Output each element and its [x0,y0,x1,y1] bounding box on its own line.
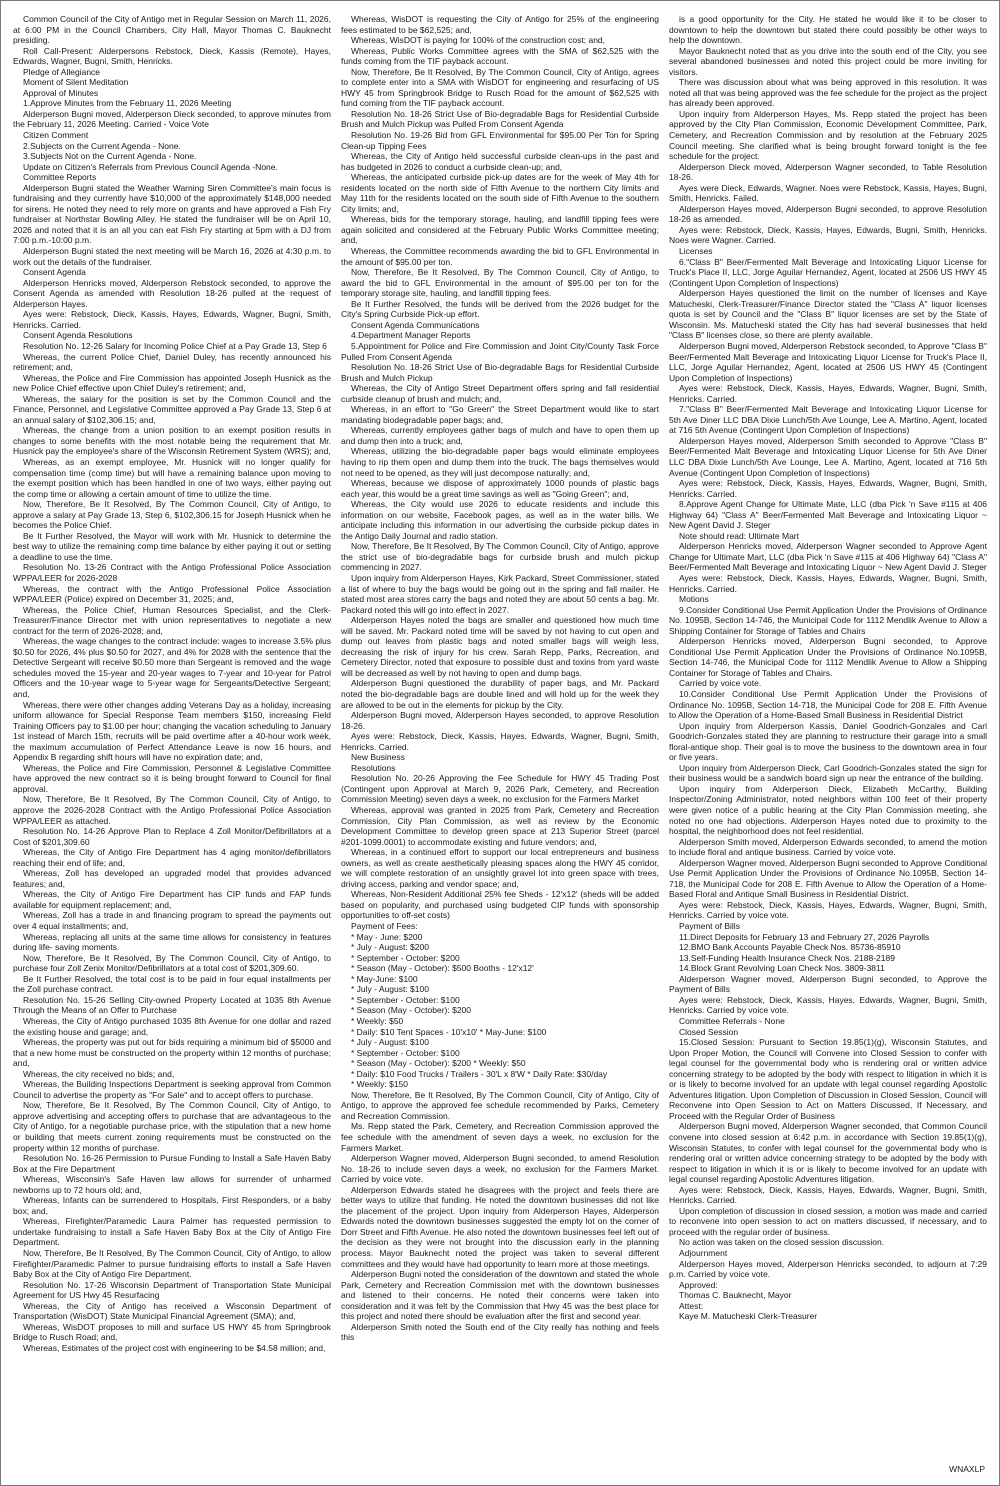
notice-paragraph: New Business [351,752,405,763]
notice-paragraph: Resolution No. 16-26 Permission to Pursue Funding to Install a Safe Haven Baby Box at the Fire Department [13,1153,331,1174]
notice-columns [13,14,987,1466]
notice-paragraph: * Season (May - October): $200 * Weekly: $50 [351,1058,526,1069]
notice-paragraph: Now, Therefore, Be It Resolved, By The Common Council, City of Antigo, to approve advertising and accepting offers to purchase that are advantageous to the City of Antigo, for a negotiable purchase price, with the stipulation that a new home or building that meets current zoning requirements must be constructed on the property within 12 months of purchase. [13,1100,331,1153]
notice-paragraph: Whereas, Wisconsin's Safe Haven law allows for surrender of unharmed newborns up to 72 hours old; and, [13,1174,331,1195]
notice-paragraph: Whereas, Zoll has developed an upgraded model that provides advanced features; and, [13,868,331,889]
notice-paragraph: Whereas, the current Police Chief, Daniel Duley, has recently announced his retirement; and, [13,351,331,373]
notice-paragraph: Whereas, replacing all units at the same time allows for consistency in features during life- saving moments. [13,931,331,953]
notice-paragraph: Alderperson Henricks moved, Alderperson Wagner seconded to Approve Agent Change for Ultimate Mart, LLC (dba Pick 'n Save #115 at 406 Highway 64) "Class A" Beer/Fermented Malt Beverage and Intoxicating Liquor ~ New Agent David J. Steger [669,541,987,573]
notice-paragraph: Be It Further Resolved, the total cost is to be paid in four equal installments per the Zoll purchase contract. [13,973,331,995]
notice-paragraph: Ayes were: Rebstock, Dieck, Kassis, Hayes, Edwards, Wagner, Bugni, Smith, Henricks. Carried. [669,478,987,499]
notice-paragraph: Resolution No. 12-26 Salary for Incoming Police Chief at a Pay Grade 13, Step 6 [23,340,327,351]
notice-paragraph: 5.Appointment for Police and Fire Commission and Joint City/County Task Force Pulled From Consent Agenda [341,340,659,362]
notice-paragraph: 13.Self-Funding Health Insurance Check Nos. 2188-2189 [679,952,895,963]
notice-paragraph: Whereas, the City would use 2026 to educate residents and include this information on our website, Facebook pages, as well as in the water bills. We anticipate including this information in our advertising the curbside pickup dates in the Antigo Daily Journal and radio station. [341,499,659,541]
notice-paragraph: Now, Therefore, Be It Resolved, By The Common Council, City of Antigo, approve the strict use of bio-degradable bags for curbside brush and mulch pickup commencing in 2027. [341,541,659,573]
notice-paragraph: Resolutions [351,762,396,773]
notice-paragraph: * September - October: $200 [351,952,460,963]
notice-paragraph: * July - August: $100 [351,984,429,995]
notice-paragraph: Alderperson Bugni noted the consideration of the downtown and stated the whole Park, Cemetery and Recreation Commission met with the downtown businesses and listened to their concerns. He noted their concerns were taken into consideration and it was felt by the Commission that Hwy 45 was the best place for this project and noted there should be evaluation after the first and second year. [341,1269,659,1322]
notice-paragraph: * Season (May - October): $500 Booths - 12'x12' [351,963,534,974]
notice-paragraph: Alderperson Smith moved, Alderperson Edwards seconded, to amend the motion to include floral and antique business. Carried by voice vote. [669,836,987,858]
notice-paragraph: Approval of Minutes [23,87,99,98]
notice-paragraph: Upon inquiry from Alderperson Hayes, Kirk Packard, Street Commissioner, stated a list of where to buy the bags would be going out in the spring and fall mailer. He stated most area stores carry the bags and noted they are about 50 cents a bag. Mr. Packard noted this will go into effect in 2027. [341,572,659,615]
notice-paragraph: Whereas, the Police Chief, Human Resources Specialist, and the Clerk-Treasurer/Finance Director met with union representatives to negotiate a new contract for the term of 2026-2028; and, [13,604,331,636]
notice-paragraph: Alderperson Smith noted the South end of the City really has nothing and feels this [341,1321,659,1343]
notice-paragraph: Whereas, bids for the temporary storage, hauling, and landfill tipping fees were again solicited and considered at the February Public Works Committee meeting; and, [341,214,659,246]
notice-paragraph: 4.Department Manager Reports [351,330,471,341]
notice-paragraph: Whereas, the City of Antigo Fire Department has CIP funds and FAP funds available for equipment replacement; and, [13,889,331,910]
notice-paragraph: Ayes were: Rebstock, Dieck, Kassis, Hayes, Edwards, Wagner, Bugni, Smith, Henricks. Carried. [669,383,987,404]
notice-paragraph: Approved: [679,1279,718,1290]
notice-paragraph: 12.BMO Bank Accounts Payable Check Nos. 85736-85910 [679,942,901,953]
notice-paragraph: 15.Closed Session: Pursuant to Section 19.85(1)(g), Wisconsin Statutes, and Upon Proper Motion, the Council will Convene into Closed Session to confer with legal counsel for the governmental body who is rendering oral or written advice concerning strategy to be adopted by the body with respect to litigation in which it is or is likely to become involved for an update with legal counsel regarding Apostolic Adventures litigation. Upon Completion of Discussion in Closed Session, Council will Reconvene into Open Session to Act on Matters Discussed, If Necessary, and Proceed with the Regular Order of Business [669,1037,987,1121]
notice-paragraph: * Season (May - October): $200 [351,1005,472,1016]
notice-paragraph: is a good opportunity for the City. He stated he would like it to be closer to downtown to help the downtown but stated there could possibly be other ways to help the downtown. [669,14,987,46]
notice-paragraph: Whereas, currently employees gather bags of mulch and have to open them up and dump then into a truck; and, [341,425,659,446]
notice-paragraph: Whereas, the Police and Fire Commission has appointed Joseph Husnick as the new Police Chief effective upon Chief Duley's retirement; and, [13,372,331,394]
notice-paragraph: Whereas, the City of Antigo purchased 1035 8th Avenue for one dollar and razed the existing house and garage; and, [13,1015,331,1037]
notice-paragraph: Resolution No. 15-26 Selling City-owned Property Located at 1035 8th Avenue Through the Means of an Offer to Purchase [13,994,331,1016]
notice-paragraph: Roll Call-Present: Alderpersons Rebstock, Dieck, Kassis (Remote), Hayes, Edwards, Wagner, Bugni, Smith, Henricks. [13,45,331,67]
notice-paragraph: No action was taken on the closed session discussion. [679,1237,885,1248]
notice-paragraph: 8.Approve Agent Change for Ultimate Mate, LLC (dba Pick 'n Save #115 at 406 Highway 64) "Class A" Beer/Fermented Malt Beverage and Intoxicating Liquor ~ New Agent David J. Steger [669,499,987,531]
notice-paragraph: Upon inquiry from Alderperson Dieck, Elizabeth McCarthy, Building Inspector/Zoning Administrator, noted neighbors within 100 feet of their property were given notice of a public hearing at the City Plan Commission meeting, she noted no one had objections. Alderperson Hayes noted due to proximity to the hospital, the neighborhood does not feel residential. [669,783,987,837]
notice-paragraph: Upon completion of discussion in closed session, a motion was made and carried to reconvene into open session to act on matters discussed, if necessary, and to proceed with the regular order of business. [669,1205,987,1237]
notice-paragraph: Whereas, there were other changes adding Veterans Day as a holiday, increasing uniform allowance for Special Response Team members $150, increasing Field Training Officers pay to $1.00 per hour; changing the vacation scheduling to January 1st instead of March 15th, recruits will be paid overtime after a 40-hour work week, the maximum accumulation of Perfect Attendance Leave is now 16 hours, and Appendix B regarding shift hours will have no expiration date; and, [13,699,331,763]
notice-paragraph: Whereas, the Committee recommends awarding the bid to GFL Environmental in the amount of $95.00 per ton. [341,246,659,267]
notice-paragraph: Whereas, Firefighter/Paramedic Laura Palmer has requested permission to undertake fundraising to install a Safe Haven Baby Box at the City of Antigo Fire Department. [13,1216,331,1248]
notice-paragraph: 7."Class B" Beer/Fermented Malt Beverage and Intoxicating Liquor License for 5th Ave Diner LLC DBA Dixie Lunch/5th Ave Lounge, Lee A. Martino, Agent, located at 716 5th Avenue (Contingent Upon Completion of Inspections) [669,404,987,436]
notice-paragraph: Alderperson Bugni moved, Alderperson Dieck seconded, to approve minutes from the February 11, 2026 Meeting. Carried - Voice Vote [13,108,331,130]
notice-paragraph: Whereas, in an effort to "Go Green" the Street Department would like to start mandating biodegradable paper bags; and, [341,404,659,425]
notice-paragraph: Alderperson Wagner moved, Alderperson Bugni seconded to Approve Conditional Use Permit Application Under the Provisions of Ordinance No.1095B, Section 14-718, the Municipal Code for 208 E. Fifth Avenue to Allow the Operation of a Home-Based Floral and Antique Small Business in Residential District. [669,857,987,900]
notice-paragraph: * July - August: $100 [351,1037,429,1048]
notice-paragraph: Common Council of the City of Antigo met in Regular Session on March 11, 2026, at 6:00 PM in the Council Chambers, City Hall, Mayor Thomas C. Bauknecht presiding. [13,14,331,46]
notice-paragraph: Whereas, the Police and Fire Commission, Personnel & Legislative Committee have approved the new contract so it is being brought forward to Council for final approval. [13,762,331,794]
notice-paragraph: Payment of Fees: [351,921,418,932]
notice-paragraph: * Weekly: $150 [351,1079,409,1090]
notice-paragraph: Licenses [679,246,713,257]
notice-paragraph: * September - October: $100 [351,994,460,1005]
notice-paragraph: Now, Therefore, Be It Resolved, By The Common Council, City of Antigo, City of Antigo, to approve the approved fee schedule recommended by Parks, Cemetery and Recreation Commission. [341,1089,659,1121]
notice-paragraph: Committee Reports [23,172,97,183]
notice-paragraph: Whereas, utilizing the bio-degradable paper bags would eliminate employees having to rip them open and dump them into the truck. The bags themselves would not need to be opened, as they will just decompose naturally; and, [341,446,659,478]
column-right [669,14,987,1466]
notice-paragraph: Whereas, WisDOT proposes to mill and surface US HWY 45 from Springbrook Bridge to Rusch Road; and, [13,1321,331,1343]
notice-paragraph: Alderperson Hayes noted the bags are smaller and questioned how much time will be saved. Mr. Packard noted time will be saved by not having to cut open and dump out leaves from plastic bags and noted smaller bags will weigh less, decreasing the risk of injury for his crew. Sarah Repp, Parks, Recreation, and Cemetery Director, noted that exposure to possible dust and toxins from yard waste will be decreased as well by not having to open and dump bags. [341,615,659,678]
notice-paragraph: Whereas, the salary for the position is set by the Common Council and the Finance, Personnel, and Legislative Committee approved a Pay Grade 13, Step 6 at an annual salary of $102,306.15; and, [13,393,331,425]
notice-paragraph: * May - June: $200 [351,931,423,942]
notice-paragraph: 3.Subjects Not on the Current Agenda - None. [23,151,197,162]
notice-paragraph: Alderperson Edwards stated he disagrees with the project and feels there are better ways to utilize that funding. He noted the downtown businesses did not like the placement of the project. Upon inquiry from Alderperson Hayes, Alderperson Edwards noted the downtown businesses suggested the empty lot on the corner of Dorr Street and Fifth Avenue. He also noted the downtown businesses feel left out of the decision as they were not brought into the discussion early in the planning process. Mayor Bauknecht noted the project was taken to several different committees and they would have had opportunity to learn more at those meetings. [341,1184,659,1269]
notice-paragraph: Now, Therefore, Be It Resolved, By The Common Council, City of Antigo, to purchase four Zoll Zenix Monitor/Defibrillators at a total cost of $201,309.60. [13,952,331,974]
notice-paragraph: Ayes were: Rebstock, Dieck, Kassis, Hayes, Edwards, Wagner, Bugni, Smith, Henricks. Carried by voice vote. [669,994,987,1016]
notice-paragraph: Whereas, the change from a union position to an exempt position results in changes to some benefits with the most notable being the requirement that Mr. Husnick pay the employee's share of the Wisconsin Retirement System (WRS); and, [13,425,331,457]
notice-paragraph: Upon inquiry from Alderperson Dieck, Carl Goodrich-Gonzales stated the sign for their business would be a sandwich board sign up near the entrance of the building. [669,762,987,784]
notice-paragraph: * September - October: $100 [351,1047,460,1058]
notice-paragraph: Be It Further Resolved, the funds will be derived from the 2026 budget for the City's Spring Curbside Pick-up effort. [341,298,659,320]
notice-paragraph: Resolution No. 13-26 Contract with the Antigo Professional Police Association WPPA/LEER for 2026-2028 [13,562,331,583]
notice-paragraph: Ayes were Dieck, Edwards, Wagner. Noes were Rebstock, Kassis, Hayes, Bugni, Smith, Henricks. Failed. [669,182,987,204]
notice-paragraph: Ms. Repp stated the Park, Cemetery, and Recreation Commission approved the fee schedule with the amendment of seven days a week, no exclusion for the Farmers Market. [341,1121,659,1153]
notice-paragraph: 11.Direct Deposits for February 13 and February 27, 2026 Payrolls [679,931,930,942]
notice-paragraph: Closed Session [679,1026,739,1037]
notice-paragraph: Be It Further Resolved, the Mayor will work with Mr. Husnick to determine the best way to utilize the remaining comp time balance by either paying it out or setting a deadline to use the time. [13,530,331,562]
notice-paragraph: Whereas, the wage changes to the contract include: wages to increase 3.5% plus $0.50 for 2026, 4% plus $0.50 for 2027, and 4% for 2028 with the sentence that the Detective Sergeant will receive $0.50 more than Sergeant is removed and the wage schedules moved the 15-year and 20-year wages to 7-year and 10-year for Patrol Officers and the 10-year wage to 5-year wage for Sergeants/Detective Sergeant; and, [13,636,331,699]
notice-paragraph: Whereas, as an exempt employee, Mr. Husnick will no longer qualify for compensation time (comp time) but will have a remaining balance upon moving to the exempt position which has been handled in one of two ways, either paying out the comp time or allowing a certain amount of time to utilize the time. [13,456,331,499]
notice-paragraph: Alderperson Hayes questioned the limit on the number of licenses and Kaye Matucheski, Clerk-Treasurer/Finance Director stated the "Class A" liquor licenses quota is set by Council and the "Class B" liquor licenses are set by the State of Wisconsin. Ms. Matucheski stated the City has had several businesses that held "Class B" licenses close, so there are plenty available. [669,288,987,341]
notice-paragraph: Whereas, the contract with the Antigo Professional Police Association WPPA/LEER (Police) expired on December 31, 2025; and, [13,583,331,605]
notice-paragraph: Consent Agenda Resolutions [23,330,133,341]
notice-paragraph: Ayes were: Rebstock, Dieck, Kassis, Hayes, Edwards, Wagner, Bugni, Smith, Henricks. Carried by voice vote. [669,899,987,921]
notice-paragraph: Mayor Bauknecht noted that as you drive into the south end of the City, you see several abandoned businesses and noted this project could be more inviting for visitors. [669,45,987,77]
notice-paragraph: Ayes were: Rebstock, Dieck, Kassis, Hayes, Edwards, Wagner, Bugni, Smith, Henricks. Carried. [669,1184,987,1206]
notice-paragraph: Whereas, because we dispose of approximately 1000 pounds of plastic bags each year, this would be a great time savings as well as "Going Green"; and, [341,478,659,499]
notice-paragraph: Resolution No. 18-26 Strict Use of Bio-degradable Bags for Residential Curbside Brush and Mulch Pickup [341,362,659,383]
notice-paragraph: Alderperson Wagner moved, Alderperson Bugni seconded, to Approve the Payment of Bills [669,973,987,995]
notice-paragraph: Whereas, the city received no bids; and, [23,1068,175,1079]
notice-paragraph: Resolution No. 19-26 Bid from GFL Environmental for $95.00 Per Ton for Spring Clean-up Tipping Fees [341,130,659,151]
notice-paragraph: Now, Therefore, Be It Resolved, By The Common Council, City of Antigo, to award the bid to GFL Environmental in the amount of $95.00 per ton for the temporary storage site, hauling, and landfill tipping fees. [341,267,659,299]
notice-paragraph: Ayes were: Rebstock, Dieck, Kassis, Hayes, Edwards, Bugni, Smith, Henricks. Noes were Wagner. Carried. [669,224,987,246]
notice-paragraph: Upon inquiry from Alderperson Kassis, Daniel Goodrich-Gonzales and Carl Goodrich-Gonzales stated they are planning to restructure their garage into a small floral-antique shop. Their goal is to move the business to the downtown area in four or five years. [669,720,987,763]
notice-paragraph: Alderperson Bugni moved, Alderperson Rebstock seconded, to Approve "Class B" Beer/Fermented Malt Beverage and Intoxicating Liquor License for Truck's Place II, LLC, Jorge Aguilar Hernandez, Agent, located at 2506 US HWY 45 (Contingent Upon Completion of Inspections) [669,340,987,383]
notice-paragraph: Motions [679,594,709,605]
notice-paragraph: Whereas, the anticipated curbside pick-up dates are for the week of May 4th for residents located on the north side of Fifth Avenue to the northern City limits and May 11th for the residents located on the south side of Fifth Avenue to the southern City limits; and, [341,172,659,214]
notice-paragraph: Alderperson Bugni moved, Alderperson Hayes seconded, to approve Resolution 18-26. [341,710,659,731]
notice-paragraph: 1.Approve Minutes from the February 11, 2026 Meeting [23,98,232,109]
notice-paragraph: * Weekly: $50 [351,1015,404,1026]
notice-paragraph: Whereas, Estimates of the project cost with engineering to be $4.58 million; and, [23,1342,326,1353]
notice-paragraph: Payment of Bills [679,921,740,932]
notice-paragraph: Alderperson Bugni stated the next meeting will be March 16, 2026 at 4:30 p.m. to work out the details of the fundraiser. [13,246,331,267]
publication-code: WNAXLP [949,1464,985,1475]
notice-paragraph: Resolution No. 17-26 Wisconsin Department of Transportation State Municipal Agreement for US Hwy 45 Resurfacing [13,1279,331,1301]
notice-paragraph: Resolution No. 14-26 Approve Plan to Replace 4 Zoll Monitor/Defibrillators at a Cost of $201,309.60 [13,826,331,847]
notice-paragraph: Ayes were: Rebstock, Dieck, Kassis, Hayes, Edwards, Wagner, Bugni, Smith, Henricks. Carried. [341,731,659,752]
notice-paragraph: Now, Therefore, Be It Resolved, By The Common Council, City of Antigo, to allow Firefighter/Paramedic Palmer to pursue fundraising efforts to install a Safe Haven Baby Box at the City of Antigo Fire Department. [13,1247,331,1280]
notice-paragraph: There was discussion about what was being approved in this resolution. It was noted all that was being approved was the fee schedule for the project as the project has already been approved. [669,77,987,109]
notice-paragraph: Whereas, the City of Antigo Fire Department has 4 aging monitor/defibrillators reaching their end of life; and, [13,847,331,868]
notice-paragraph: Consent Agenda [23,267,86,278]
notice-paragraph: Ayes were: Rebstock, Dieck, Kassis, Hayes, Edwards, Wagner, Bugni, Smith, Henricks. Carried. [13,309,331,330]
column-left [13,14,331,1466]
notice-paragraph: Alderperson Hayes moved, Alderperson Bugni seconded, to approve Resolution 18-26 as amended. [669,203,987,225]
notice-paragraph: 9.Consider Conditional Use Permit Application Under the Provisions of Ordinance No. 1095B, Section 14-746, the Municipal Code for 1112 Mendlik Avenue to Allow a Shipping Container for Storage of Tables and Chairs [669,604,987,636]
notice-paragraph: Alderperson Hayes moved, Alderperson Henricks seconded, to adjourn at 7:29 p.m. Carried by voice vote. [669,1258,987,1280]
notice-paragraph: Adjournment [679,1247,728,1258]
notice-paragraph: Ayes were: Rebstock, Dieck, Kassis, Hayes, Edwards, Wagner, Bugni, Smith, Henricks. Carried. [669,572,987,594]
notice-paragraph: Alderperson Henricks moved, Alderperson Rebstock seconded, to approve the Consent Agenda as amended with Resolution 18-26 pulled at the request of Alderperson Hayes. [13,277,331,309]
notice-paragraph: Attest: [679,1300,704,1311]
notice-paragraph: Moment of Silent Meditation [23,77,129,88]
notice-paragraph: Whereas, Public Works Committee agrees with the SMA of $62,525 with the funds coming from the TIF payback account. [341,45,659,67]
notice-paragraph: Whereas, approval was granted in 2025 from Park, Cemetery and Recreation Commission, City Plan Commission, as well as review by the Economic Development Committee to develop green space at 213 Superior Street (parcel #201-1099.0001) to accommodate existing and future vendors; and, [341,805,659,847]
notice-paragraph: * Daily: $10 Tent Spaces - 10'x10' * May-June: $100 [351,1026,547,1037]
notice-paragraph: Resolution No. 18-26 Strict Use of Bio-degradable Bags for Residential Curbside Brush and Mulch Pickup was Pulled From Consent Agenda [341,108,659,130]
notice-paragraph: Alderperson Henricks moved, Alderperson Bugni seconded, to Approve Conditional Use Permit Application Under the Provisions of Ordinance No.1095B, Section 14-746, the Municipal Code for 1112 Mendlik Avenue to Allow a Shipping Container for Storage of Tables and Chairs. [669,636,987,678]
notice-paragraph: Note should read: Ultimate Mart [679,530,799,541]
column-middle [341,14,659,1466]
notice-paragraph: Whereas, Infants can be surrendered to Hospitals, First Responders, or a baby box; and, [13,1195,331,1216]
notice-paragraph: Alderperson Bugni stated the Weather Warning Siren Committee's main focus is fundraising and they currently have $10,000 of the approximately $148,000 needed for sirens. He noted they need to rely more on grants and have approved a Fish Fry fundraiser at Northstar Bowling Alley. He stated the fundraiser will be on April 10, 2026 and noted that it is an all you can eat Fish Fry starting at 5pm with a DJ from 7:00 p.m.-10:00 p.m. [13,182,331,246]
notice-paragraph: Committee Referrals - None [679,1015,785,1026]
notice-paragraph: Update on Citizen's Referrals from Previous Council Agenda -None. [23,161,278,172]
notice-paragraph: Alderperson Bugni moved, Alderperson Wagner seconded, that Common Council convene into closed session at 6:42 p.m. in accordance with Section 19.85(1)(g), Wisconsin Statutes, to confer with legal counsel for the governmental body who is rendering oral or written advice concerning strategy to be adopted by the body with respect to litigation in which it is or is likely to become involved for an update with legal counsel regarding Apostolic Adventures litigation. [669,1121,987,1185]
notice-paragraph: Consent Agenda Communications [351,319,480,330]
notice-paragraph: Resolution No. 20-26 Approving the Fee Schedule for HWY 45 Trading Post (Contingent upon Approval at March 9, 2026 Park, Cemetery, and Recreation Commission Meeting) seven days a week, no exclusion for the Farmers Market [341,773,659,805]
notice-paragraph: Upon inquiry from Alderperson Hayes, Ms. Repp stated the project has been approved by the City Plan Commission, Economic Development Committee, Park, Cemetery, and Recreation Commission and by resolution at the February 2025 Council meeting. She clarified what is being brought forward tonight is the fee schedule for the project. [669,108,987,162]
notice-paragraph: Carried by voice vote. [679,678,762,689]
notice-paragraph: Whereas, the City of Antigo held successful curbside clean-ups in the past and has budgeted in 2026 to conduct a curbside clean-up; and, [341,151,659,172]
notice-paragraph: 10.Consider Conditional Use Permit Application Under the Provisions of Ordinance No. 1095B, Section 14-718, the Municipal Code for 208 E. Fifth Avenue to Allow the Operation of a Home-Based Small Business in Residential District [669,689,987,721]
notice-paragraph: * July - August: $200 [351,942,429,953]
notice-paragraph: Citizen Comment [23,130,89,141]
notice-paragraph: Alderperson Bugni questioned the durability of paper bags, and Mr. Packard noted the bio-degradable bags are double lined and will hold up for the week they are allowed to be out in the elements for pickup by the City. [341,678,659,710]
notice-paragraph: Now, Therefore, Be It Resolved, By The Common Council, City of Antigo, to approve the 2026-2028 Contract with the Antigo Professional Police Association WPPA/LEER as attached. [13,794,331,826]
notice-paragraph: Kaye M. Matucheski Clerk-Treasurer [679,1311,818,1322]
notice-paragraph: Whereas, the property was put out for bids requiring a minimum bid of $5000 and that a new home must be constructed on the property within 12 months of purchase; and, [13,1037,331,1069]
notice-paragraph: * Daily: $10 Food Trucks / Trailers - 30'L x 8'W * Daily Rate: $30/day [351,1068,608,1079]
notice-paragraph: Whereas, WisDOT is paying for 100% of the construction cost; and, [351,35,606,46]
notice-paragraph: 14.Block Grant Revolving Loan Check Nos. 3809-3811 [679,963,885,974]
notice-paragraph: Whereas, Non-Resident Additional 25% fee Sheds - 12'x12' (sheds will be added based on popularity, and purchased using budgeted CIP funds with sponsorship opportunities to off-set costs) [341,889,659,921]
notice-paragraph: Whereas, the City of Antigo Street Department offers spring and fall residential curbside cleanup of brush and mulch; and, [341,383,659,404]
notice-paragraph: Now, Therefore, Be It Resolved, By The Common Council, City of Antigo, agrees to complete enter into a SMA with WisDOT for engineering and resurfacing of US HWY 45 from Springbrook Bridge to Rusch Road for the amount of $62,525 with fund coming from the TIF payback account. [341,66,659,109]
notice-paragraph: Whereas, WisDOT is requesting the City of Antigo for 25% of the engineering fees estimated to be $62,525; and, [341,14,659,35]
notice-paragraph: * May-June: $100 [351,973,418,984]
notice-paragraph: Alderperson Dieck moved, Alderperson Wagner seconded, to Table Resolution 18-26. [669,161,987,183]
notice-paragraph: Whereas, Zoll has a trade in and financing program to spread the payments out over 4 equal installments; and, [13,910,331,932]
notice-paragraph: Now, Therefore, Be It Resolved, By The Common Council, City of Antigo, to approve a salary at Pay Grade 13, Step 6, $102,306.15 for Joseph Husnick when he becomes the Police Chief. [13,499,331,531]
notice-paragraph: Alderperson Wagner moved, Alderperson Bugni seconded, to amend Resolution No. 18-26 to include seven days a week, no exclusion for the Farmers Market. Carried by voice vote. [341,1153,659,1185]
notice-paragraph: Whereas, the City of Antigo has received a Wisconsin Department of Transportation (WisDOT) State Municipal Financial Agreement (SMA); and, [13,1300,331,1322]
notice-paragraph: Thomas C. Bauknecht, Mayor [679,1290,792,1301]
notice-paragraph: 6."Class B" Beer/Fermented Malt Beverage and Intoxicating Liquor License for Truck's Place II, LLC, Jorge Aguilar Hernandez, Agent, located at 2506 US HWY 45 (Contingent Upon Completion of Inspections) [669,256,987,288]
notice-paragraph: Whereas, in a continued effort to support our local entrepreneurs and business owners, as well as create aesthetically pleasing spaces along the HWY 45 corridor, we will complete restoration of an unsightly gravel lot into green space with trees, driving access, parking and vendor space; and, [341,847,659,889]
notice-paragraph: Alderperson Hayes moved, Alderperson Smith seconded to Approve "Class B" Beer/Fermented Malt Beverage and Intoxicating Liquor License for 5th Ave Diner LLC DBA Dixie Lunch/5th Ave Lounge, Lee A. Martino, Agent, located at 716 5th Avenue (Contingent Upon Completion of Inspections) [669,435,987,478]
notice-paragraph: Whereas, the Building Inspections Department is seeking approval from Common Council to advertise the property as "For Sale" and to accept offers to purchase. [13,1079,331,1100]
notice-paragraph: Pledge of Allegiance [23,66,101,77]
notice-paragraph: 2.Subjects on the Current Agenda - None. [23,140,181,151]
